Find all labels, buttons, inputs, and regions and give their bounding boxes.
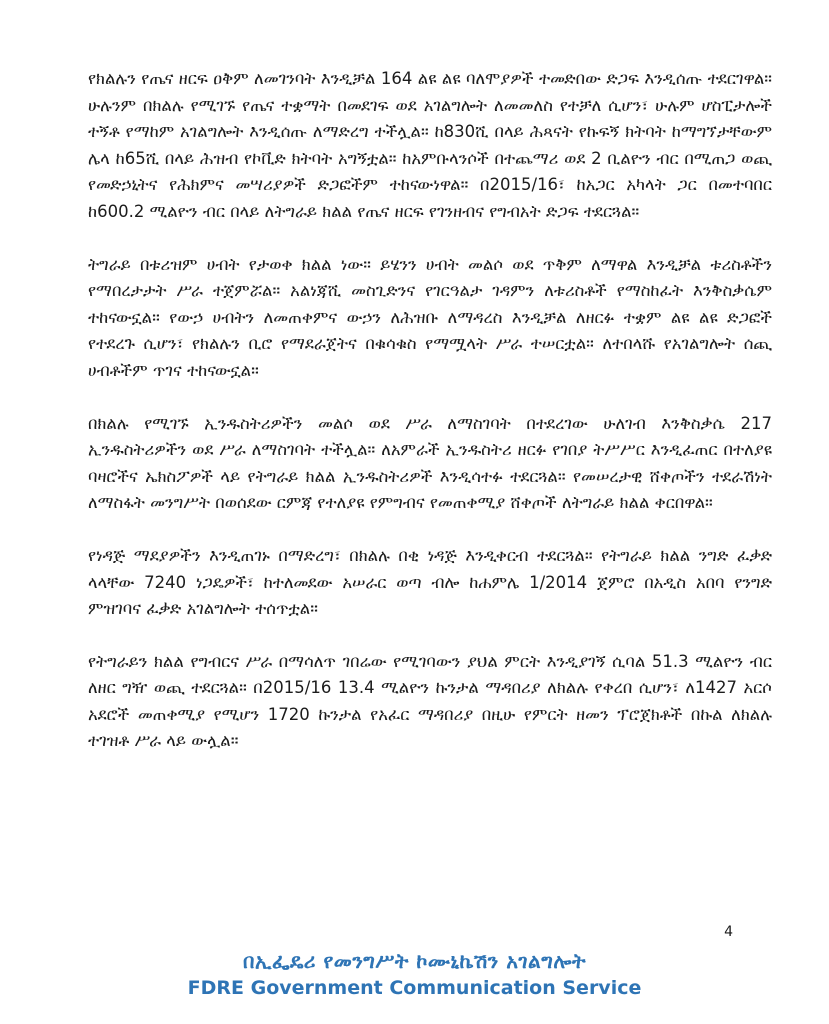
paragraph-agriculture: የትግራይን ክልል የግብርና ሥራ በማሳለጥ ገበሬው የሚገባውን ያህል ምርት እንዲያገኝ ሲባል 51.3 ሚልዮን ብር ለዘር ግዥ ወጪ ተደርጓል። በ2015/16 13.4 ሚልዮን ኩንታል ማዳበሪያ ለክልሉ የቀረበ ሲሆን፣ ለ1427 አርሶ አደሮች መጠቀሚያ የሚሆን 1720 ኩንታል የአፈር ማዳበሪያ በዚሁ የምርት ዘመን ፕሮጀክቶች በኩል ለክልሉ ተገዝቶ ሥራ ላይ ውሏል።: [88, 651, 772, 751]
paragraph-fuel-trade: የነዳጅ ማደያዎችን እንዲጠገኑ በማድረግ፣ በክልሉ በቂ ነዳጅ እንዲቀርብ ተደርጓል። የትግራይ ክልል ንግድ ፈቃድ ላላቸው 7240 ነጋዴዎች፣ ከተለመደው አሠራር ወጣ ብሎ ከሐምሌ 1/2014 ጀምሮ በአዲስ አበባ የንግድ ምዝገባና ፈቃድ አገልግሎት ተሰጥቷል።: [88, 545, 772, 619]
page-number: 4: [724, 924, 733, 940]
footer-amharic-title: በኢፌዴሪ የመንግሥት ኮሙኒኬሽን አገልግሎት: [243, 949, 586, 973]
document-body: [88, 66, 772, 781]
paragraph-industry: በክልሉ የሚገኙ ኢንዱስትሪዎችን መልሶ ወደ ሥራ ለማስገባት በተደረገው ሁለገብ እንቅስቃሴ 217 ኢንዱስትሪዎችን ወደ ሥራ ለማስገባት ተችሏል። ለአምራች ኢንዱስትሪ ዘርፉ የገበያ ትሥሥር እንዲፈጠር በተለያዩ ባዛሮችና ኤክስፖዎች ላይ የትግራይ ክልል ኢንዱስትሪዎች እንዲሳተፉ ተደርጓል። የመሠረታዊ ሸቀጦችን ተደራሽነት ለማስፋት መንግሥት በወሰደው ርምጃ የተለያዩ የምግብና የመጠቀሚያ ሸቀጦች ለትግራይ ክልል ቀርበዋል።: [88, 413, 772, 513]
page-footer: [0, 947, 829, 1001]
paragraph-tourism-water: ትግራይ በቱሪዝም ሀብት የታወቀ ክልል ነው። ይሄንን ሀብት መልሶ ወደ ጥቅም ለማዋል እንዲቻል ቱሪስቶችን የማበረታታት ሥራ ተጀምሯል። አልነጃሺ መስጊድንና የገርዓልታ ገዳምን ለቱሪስቶች የማስከፈት እንቅስቃሴም ተከናውኗል። የውኃ ሀብትን ለመጠቀምና ውኃን ለሕዝቡ ለማዳረስ እንዲቻል ለዘርፉ ተቋም ልዩ ልዩ ድጋፎች የተደረጉ ሲሆን፣ የክልሉን ቢሮ የማደራጀትና በቁሳቁስ የማሟላት ሥራ ተሠርቷል። ለተበላሹ የአገልግሎት ሰጪ ሀብቶችም ጥገና ተከናውኗል።: [88, 254, 772, 380]
footer-english-title: FDRE Government Communication Service: [187, 977, 642, 999]
paragraph-health-sector: የክልሉን የጤና ዘርፍ ዐቅም ለመገንባት እንዲቻል 164 ልዩ ልዩ ባለሞያዎች ተመድበው ድጋፍ እንዲሰጡ ተደርገዋል። ሁሉንም በክልሉ የሚገኙ የጤና ተቋማት በመደገፍ ወደ አገልግሎት ለመመለስ የተቻለ ሲሆን፣ ሁሉም ሆስፒታሎች ተኝቶ የማከም አገልግሎት እንዲሰጡ ለማድረግ ተችሏል። ከ830ሺ በላይ ሕጻናት የኩፍኝ ክትባት ከማግኘታቸውም ሌላ ከ65ሺ በላይ ሕዝብ የኮቪድ ክትባት አግኝቷል። ከአምቡላንሶች በተጨማሪ ወደ 2 ቢልዮን ብር በሚጠጋ ወጪ የመድኃኒትና የሕክምና መሣሪያዎች ድጋፎችም ተከናውነዋል። በ2015/16፣ ከአጋር አካላት ጋር በመተባበር ከ600.2 ሚልዮን ብር በላይ ለትግራይ ክልል የጤና ዘርፍ የገንዘብና የግብአት ድጋፍ ተደርጓል።: [88, 69, 772, 221]
